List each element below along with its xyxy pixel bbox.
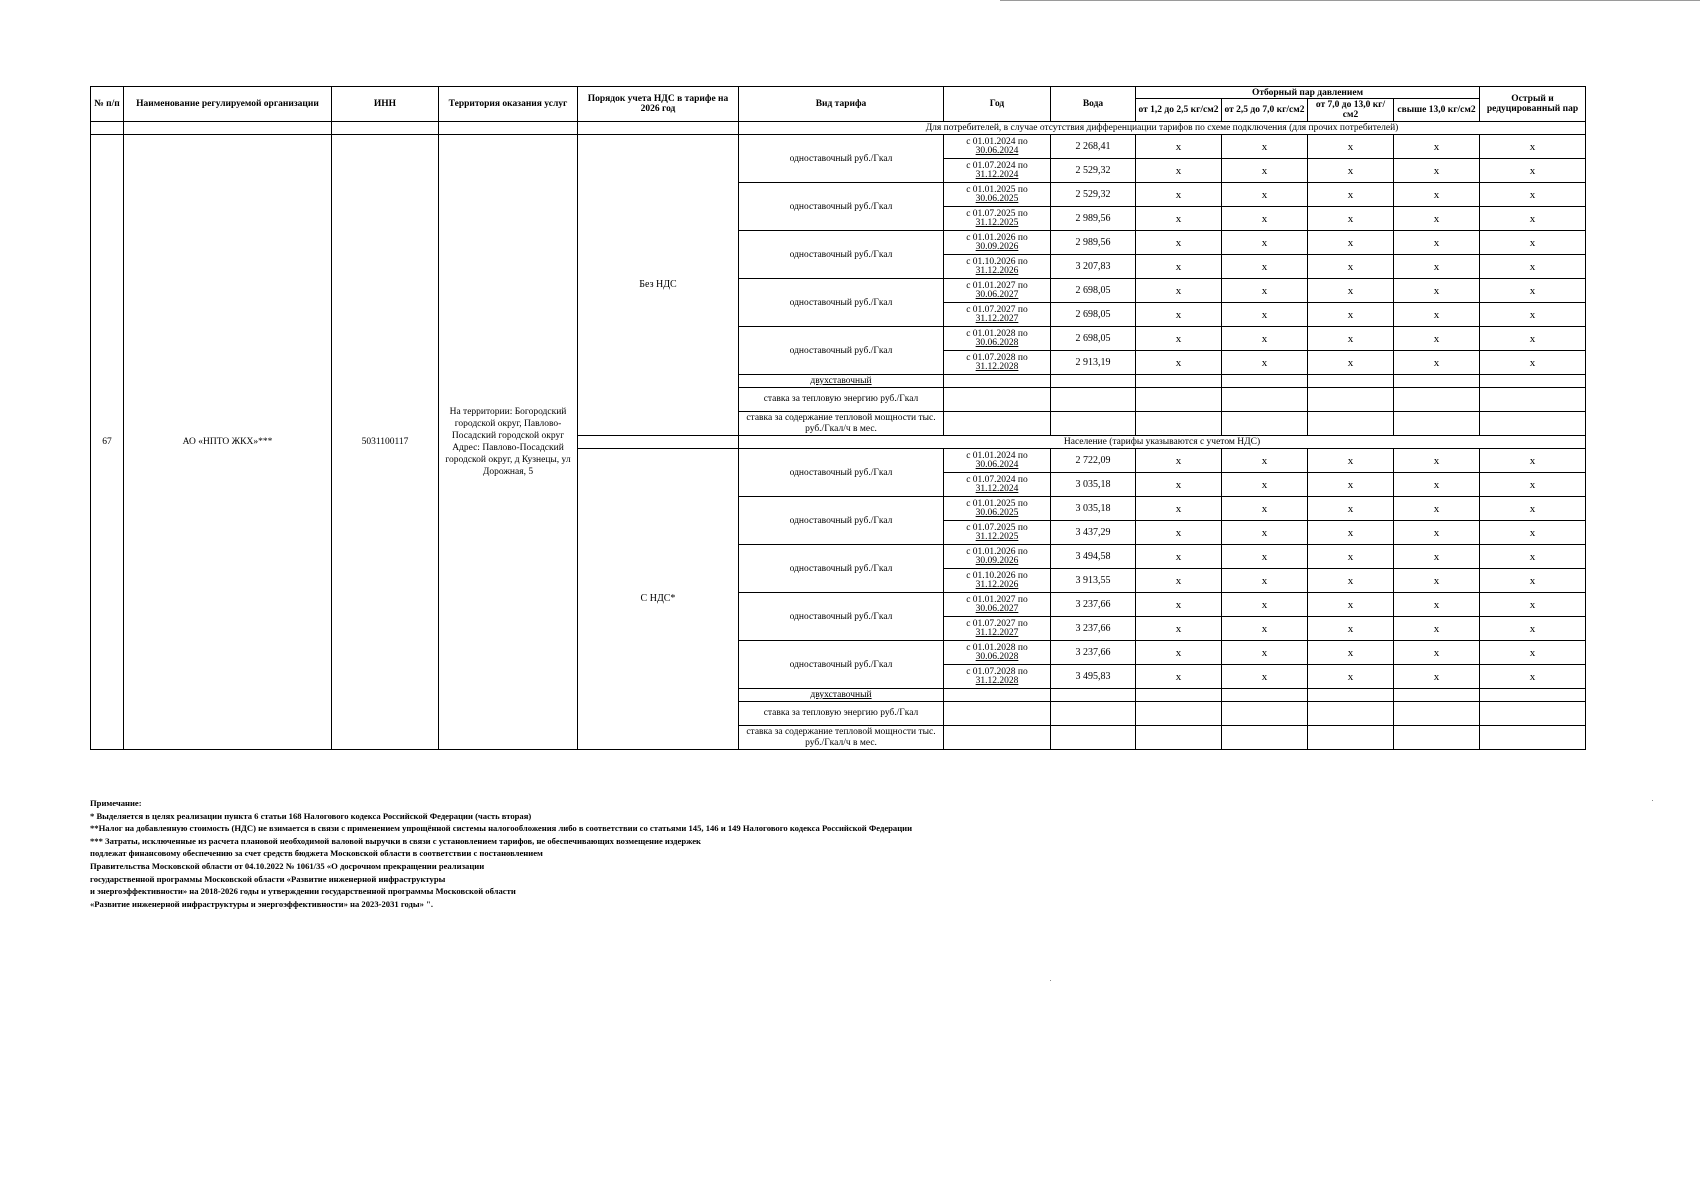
x-mark: x	[1394, 279, 1480, 303]
cell-empty	[944, 726, 1051, 750]
period-cell	[944, 593, 1051, 617]
note-line: «Развитие инженерной инфраструктуры и энергоэффективности» на 2023-2031 годы» ".	[90, 898, 433, 909]
x-mark: x	[1394, 351, 1480, 375]
x-mark: x	[1222, 473, 1308, 497]
period-start: с 01.07.2027 по	[966, 304, 1028, 315]
water-value: 3 495,83	[1051, 665, 1136, 689]
x-mark: x	[1136, 473, 1222, 497]
header-inn: ИНН	[332, 87, 439, 122]
vat-order-without: Без НДС	[578, 135, 739, 436]
x-mark: x	[1394, 449, 1480, 473]
period-start: с 01.01.2025 по	[966, 498, 1028, 509]
period-start: с 01.07.2028 по	[966, 666, 1028, 677]
cell-empty	[1051, 412, 1136, 436]
header-year: Год	[944, 87, 1051, 122]
cell-empty	[1136, 689, 1222, 702]
period-cell	[944, 351, 1051, 375]
cell-empty	[332, 122, 439, 135]
tariff-kind-single: одноставочный руб./Гкал	[739, 449, 944, 497]
x-mark: x	[1136, 569, 1222, 593]
cell-empty	[944, 412, 1051, 436]
period-cell	[944, 207, 1051, 231]
cell-empty	[944, 702, 1051, 726]
period-end: 31.12.2025	[975, 217, 1019, 228]
period-start: с 01.01.2026 по	[966, 546, 1028, 557]
scan-speck	[1652, 800, 1653, 801]
x-mark: x	[1480, 231, 1586, 255]
table-header	[91, 87, 1586, 122]
x-mark: x	[1308, 569, 1394, 593]
x-mark: x	[1136, 183, 1222, 207]
x-mark: x	[1308, 593, 1394, 617]
period-start: с 01.01.2026 по	[966, 232, 1028, 243]
x-mark: x	[1308, 183, 1394, 207]
x-mark: x	[1308, 327, 1394, 351]
water-value: 2 913,19	[1051, 351, 1136, 375]
cell-empty	[1394, 375, 1480, 388]
water-value: 2 529,32	[1051, 183, 1136, 207]
cell-empty	[1308, 375, 1394, 388]
cell-empty	[1394, 702, 1480, 726]
x-mark: x	[1136, 303, 1222, 327]
period-cell	[944, 665, 1051, 689]
x-mark: x	[1222, 135, 1308, 159]
cell-empty	[1222, 375, 1308, 388]
x-mark: x	[1136, 135, 1222, 159]
period-cell	[944, 135, 1051, 159]
period-end: 30.06.2024	[975, 145, 1019, 156]
scan-speck	[1050, 980, 1051, 981]
cell-empty	[1394, 689, 1480, 702]
period-start: с 01.07.2025 по	[966, 522, 1028, 533]
period-start: с 01.01.2028 по	[966, 642, 1028, 653]
water-value: 3 494,58	[1051, 545, 1136, 569]
period-cell	[944, 159, 1051, 183]
x-mark: x	[1308, 641, 1394, 665]
x-mark: x	[1308, 351, 1394, 375]
x-mark: x	[1480, 351, 1586, 375]
x-mark: x	[1222, 255, 1308, 279]
x-mark: x	[1222, 449, 1308, 473]
header-steam-1: от 1,2 до 2,5 кг/см2	[1136, 99, 1222, 122]
period-end: 30.09.2026	[975, 555, 1019, 566]
period-cell	[944, 617, 1051, 641]
cell-empty	[578, 436, 739, 449]
period-end: 31.12.2024	[975, 483, 1019, 494]
water-value: 2 268,41	[1051, 135, 1136, 159]
cell-empty	[439, 122, 578, 135]
cell-empty	[1222, 412, 1308, 436]
period-start: с 01.10.2026 по	[966, 256, 1028, 267]
note-line: **Налог на добавленную стоимость (НДС) не взимается в связи с применением упрощённой системы налогообложения либо в соответствии со статьями 145, 146 и 149 Налогового кодекса Российской Федерации	[90, 823, 913, 834]
x-mark: x	[1136, 497, 1222, 521]
cell-empty	[1051, 689, 1136, 702]
cell-empty	[1480, 412, 1586, 436]
note-line: * Выделяется в целях реализации пункта 6 статьи 168 Налогового кодекса Российской Федерации (часть вторая)	[90, 810, 532, 821]
period-end: 30.06.2025	[975, 193, 1019, 204]
x-mark: x	[1394, 521, 1480, 545]
x-mark: x	[1222, 159, 1308, 183]
x-mark: x	[1136, 279, 1222, 303]
x-mark: x	[1136, 545, 1222, 569]
x-mark: x	[1480, 641, 1586, 665]
x-mark: x	[1136, 231, 1222, 255]
period-cell	[944, 521, 1051, 545]
cell-empty	[1051, 702, 1136, 726]
cell-empty	[1308, 388, 1394, 412]
period-cell	[944, 641, 1051, 665]
cell-empty	[1394, 388, 1480, 412]
x-mark: x	[1480, 545, 1586, 569]
header-org: Наименование регулируемой организации	[124, 87, 332, 122]
cell-empty	[1394, 726, 1480, 750]
tariff-kind-single: одноставочный руб./Гкал	[739, 545, 944, 593]
x-mark: x	[1222, 327, 1308, 351]
row-number: 67	[91, 135, 124, 750]
cell-empty	[124, 122, 332, 135]
tariff-kind-single: одноставочный руб./Гкал	[739, 183, 944, 231]
x-mark: x	[1222, 617, 1308, 641]
cell-empty	[1222, 726, 1308, 750]
section-title-other: Для потребителей, в случае отсутствия дифференциации тарифов по схеме подключения (для прочих потребителей)	[739, 122, 1586, 135]
cell-empty	[1222, 689, 1308, 702]
period-start: с 01.10.2026 по	[966, 570, 1028, 581]
note-line: Правительства Московской области от 04.10.2022 № 1061/35 «О досрочном прекращении реализации	[90, 860, 485, 871]
x-mark: x	[1480, 135, 1586, 159]
x-mark: x	[1222, 569, 1308, 593]
water-value: 2 989,56	[1051, 207, 1136, 231]
x-mark: x	[1480, 449, 1586, 473]
x-mark: x	[1308, 207, 1394, 231]
period-start: с 01.01.2025 по	[966, 184, 1028, 195]
note-line: *** Затраты, исключенные из расчета плановой необходимой валовой выручки в связи с установлением тарифов, не обеспечивающих возмещение издержек	[90, 835, 701, 846]
period-end: 31.12.2027	[975, 627, 1019, 638]
tariff-kind-two-rate: двухставочный	[739, 375, 944, 388]
x-mark: x	[1480, 327, 1586, 351]
x-mark: x	[1394, 207, 1480, 231]
water-value: 2 529,32	[1051, 159, 1136, 183]
period-cell	[944, 545, 1051, 569]
period-cell	[944, 303, 1051, 327]
tariff-kind-single: одноставочный руб./Гкал	[739, 231, 944, 279]
tariff-kind-single: одноставочный руб./Гкал	[739, 327, 944, 375]
header-water: Вода	[1051, 87, 1136, 122]
x-mark: x	[1136, 521, 1222, 545]
water-value: 3 237,66	[1051, 593, 1136, 617]
cell-empty	[1308, 412, 1394, 436]
x-mark: x	[1480, 279, 1586, 303]
period-cell	[944, 473, 1051, 497]
header-steam-2: от 2,5 до 7,0 кг/см2	[1222, 99, 1308, 122]
water-value: 2 698,05	[1051, 279, 1136, 303]
period-end: 30.06.2025	[975, 507, 1019, 518]
cell-empty	[1308, 726, 1394, 750]
x-mark: x	[1480, 159, 1586, 183]
period-start: с 01.01.2024 по	[966, 450, 1028, 461]
period-end: 31.12.2028	[975, 675, 1019, 686]
x-mark: x	[1136, 665, 1222, 689]
table-row	[91, 135, 1586, 159]
x-mark: x	[1308, 521, 1394, 545]
x-mark: x	[1394, 159, 1480, 183]
header-sharp-steam: Острый и редуцированный пар	[1480, 87, 1586, 122]
x-mark: x	[1394, 135, 1480, 159]
cell-empty	[1051, 726, 1136, 750]
cell-empty	[1222, 702, 1308, 726]
x-mark: x	[1308, 473, 1394, 497]
period-end: 30.06.2028	[975, 651, 1019, 662]
x-mark: x	[1480, 593, 1586, 617]
x-mark: x	[1394, 327, 1480, 351]
cell-empty	[1480, 388, 1586, 412]
rate-capacity: ставка за содержание тепловой мощности тыс. руб./Гкал/ч в мес.	[739, 412, 944, 436]
period-start: с 01.07.2028 по	[966, 352, 1028, 363]
notes-block	[90, 797, 1090, 910]
tariff-kind-single: одноставочный руб./Гкал	[739, 593, 944, 641]
period-cell	[944, 255, 1051, 279]
tariff-kind-single: одноставочный руб./Гкал	[739, 497, 944, 545]
period-end: 31.12.2027	[975, 313, 1019, 324]
water-value: 2 989,56	[1051, 231, 1136, 255]
x-mark: x	[1222, 497, 1308, 521]
x-mark: x	[1394, 255, 1480, 279]
header-num: № п/п	[91, 87, 124, 122]
x-mark: x	[1222, 303, 1308, 327]
cell-empty	[1480, 726, 1586, 750]
cell-empty	[1308, 689, 1394, 702]
x-mark: x	[1308, 665, 1394, 689]
period-end: 30.06.2028	[975, 337, 1019, 348]
period-end: 31.12.2024	[975, 169, 1019, 180]
x-mark: x	[1136, 617, 1222, 641]
cell-empty	[1394, 412, 1480, 436]
cell-empty	[1222, 388, 1308, 412]
period-end: 30.06.2027	[975, 289, 1019, 300]
cell-empty	[1051, 375, 1136, 388]
x-mark: x	[1394, 641, 1480, 665]
x-mark: x	[1136, 449, 1222, 473]
water-value: 3 437,29	[1051, 521, 1136, 545]
period-start: с 01.01.2027 по	[966, 280, 1028, 291]
x-mark: x	[1222, 183, 1308, 207]
period-start: с 01.01.2024 по	[966, 136, 1028, 147]
period-cell	[944, 497, 1051, 521]
x-mark: x	[1394, 183, 1480, 207]
period-cell	[944, 279, 1051, 303]
cell-empty	[1308, 702, 1394, 726]
scan-edge-line	[1000, 0, 1700, 2]
rate-energy: ставка за тепловую энергию руб./Гкал	[739, 702, 944, 726]
x-mark: x	[1136, 327, 1222, 351]
period-cell	[944, 183, 1051, 207]
x-mark: x	[1308, 497, 1394, 521]
tariff-kind-single: одноставочный руб./Гкал	[739, 135, 944, 183]
period-cell	[944, 449, 1051, 473]
x-mark: x	[1394, 569, 1480, 593]
x-mark: x	[1136, 641, 1222, 665]
period-end: 31.12.2026	[975, 265, 1019, 276]
x-mark: x	[1222, 521, 1308, 545]
period-end: 31.12.2026	[975, 579, 1019, 590]
header-steam-group: Отборный пар давлением	[1136, 87, 1480, 99]
x-mark: x	[1394, 665, 1480, 689]
note-line: и энергоэффективности» на 2018-2026 годы и утверждении государственной программы Московской области	[90, 886, 516, 897]
x-mark: x	[1308, 231, 1394, 255]
x-mark: x	[1308, 617, 1394, 641]
water-value: 3 237,66	[1051, 617, 1136, 641]
x-mark: x	[1480, 303, 1586, 327]
x-mark: x	[1136, 207, 1222, 231]
cell-empty	[1480, 702, 1586, 726]
cell-empty	[1480, 689, 1586, 702]
header-territory: Территория оказания услуг	[439, 87, 578, 122]
x-mark: x	[1222, 207, 1308, 231]
x-mark: x	[1394, 617, 1480, 641]
cell-empty	[91, 122, 124, 135]
water-value: 3 913,55	[1051, 569, 1136, 593]
x-mark: x	[1308, 135, 1394, 159]
x-mark: x	[1222, 665, 1308, 689]
water-value: 2 698,05	[1051, 303, 1136, 327]
period-start: с 01.07.2024 по	[966, 160, 1028, 171]
water-value: 3 237,66	[1051, 641, 1136, 665]
x-mark: x	[1394, 593, 1480, 617]
period-start: с 01.07.2025 по	[966, 208, 1028, 219]
period-end: 30.06.2024	[975, 459, 1019, 470]
period-start: с 01.07.2027 по	[966, 618, 1028, 629]
tariff-table	[90, 86, 1586, 750]
x-mark: x	[1308, 545, 1394, 569]
x-mark: x	[1222, 641, 1308, 665]
cell-empty	[1136, 702, 1222, 726]
x-mark: x	[1394, 473, 1480, 497]
cell-empty	[944, 689, 1051, 702]
cell-empty	[944, 375, 1051, 388]
period-start: с 01.01.2027 по	[966, 594, 1028, 605]
period-cell	[944, 569, 1051, 593]
org-inn: 5031100117	[332, 135, 439, 750]
x-mark: x	[1394, 497, 1480, 521]
x-mark: x	[1136, 255, 1222, 279]
water-value: 3 035,18	[1051, 497, 1136, 521]
x-mark: x	[1480, 521, 1586, 545]
x-mark: x	[1480, 617, 1586, 641]
x-mark: x	[1136, 593, 1222, 617]
rate-energy: ставка за тепловую энергию руб./Гкал	[739, 388, 944, 412]
x-mark: x	[1308, 255, 1394, 279]
tariff-kind-two-rate: двухставочный	[739, 689, 944, 702]
period-end: 31.12.2025	[975, 531, 1019, 542]
x-mark: x	[1480, 255, 1586, 279]
x-mark: x	[1222, 593, 1308, 617]
vat-order-with: С НДС*	[578, 449, 739, 750]
note-line: государственной программы Московской области «Развитие инженерной инфраструктуры	[90, 873, 446, 884]
cell-empty	[1136, 388, 1222, 412]
water-value: 2 698,05	[1051, 327, 1136, 351]
x-mark: x	[1394, 231, 1480, 255]
cell-empty	[1051, 388, 1136, 412]
x-mark: x	[1222, 351, 1308, 375]
period-end: 31.12.2028	[975, 361, 1019, 372]
x-mark: x	[1394, 303, 1480, 327]
period-start: с 01.01.2028 по	[966, 328, 1028, 339]
period-end: 30.09.2026	[975, 241, 1019, 252]
x-mark: x	[1480, 473, 1586, 497]
x-mark: x	[1222, 545, 1308, 569]
section-title-population: Население (тарифы указываются с учетом НДС)	[739, 436, 1586, 449]
water-value: 3 035,18	[1051, 473, 1136, 497]
period-cell	[944, 231, 1051, 255]
x-mark: x	[1308, 449, 1394, 473]
x-mark: x	[1308, 279, 1394, 303]
x-mark: x	[1394, 545, 1480, 569]
note-line: Примечание:	[90, 798, 142, 808]
x-mark: x	[1222, 231, 1308, 255]
x-mark: x	[1222, 279, 1308, 303]
cell-empty	[578, 122, 739, 135]
x-mark: x	[1308, 159, 1394, 183]
cell-empty	[1136, 412, 1222, 436]
period-start: с 01.07.2024 по	[966, 474, 1028, 485]
x-mark: x	[1308, 303, 1394, 327]
water-value: 3 207,83	[1051, 255, 1136, 279]
rate-capacity: ставка за содержание тепловой мощности тыс. руб./Гкал/ч в мес.	[739, 726, 944, 750]
cell-empty	[1480, 375, 1586, 388]
header-steam-4: свыше 13,0 кг/см2	[1394, 99, 1480, 122]
tariff-kind-single: одноставочный руб./Гкал	[739, 279, 944, 327]
water-value: 2 722,09	[1051, 449, 1136, 473]
x-mark: x	[1480, 665, 1586, 689]
note-line: подлежат финансовому обеспечению за счет средств бюджета Московской области в соответствии с постановлением	[90, 848, 543, 859]
header-vat-order: Порядок учета НДС в тарифе на 2026 год	[578, 87, 739, 122]
header-steam-3: от 7,0 до 13,0 кг/см2	[1308, 99, 1394, 122]
cell-empty	[944, 388, 1051, 412]
table-body	[91, 122, 1586, 750]
cell-empty	[1136, 726, 1222, 750]
x-mark: x	[1480, 183, 1586, 207]
period-cell	[944, 327, 1051, 351]
x-mark: x	[1480, 497, 1586, 521]
service-territory: На территории: Богородский городской округ, Павлово-Посадский городской округ Адрес: Павлово-Посадский городской округ, д Кузнецы, ул Дорожная, 5	[439, 135, 578, 750]
x-mark: x	[1136, 159, 1222, 183]
header-tariff-kind: Вид тарифа	[739, 87, 944, 122]
tariff-kind-single: одноставочный руб./Гкал	[739, 641, 944, 689]
x-mark: x	[1480, 207, 1586, 231]
cell-empty	[1136, 375, 1222, 388]
x-mark: x	[1480, 569, 1586, 593]
period-end: 30.06.2027	[975, 603, 1019, 614]
x-mark: x	[1136, 351, 1222, 375]
org-name: АО «НПТО ЖКХ»***	[124, 135, 332, 750]
